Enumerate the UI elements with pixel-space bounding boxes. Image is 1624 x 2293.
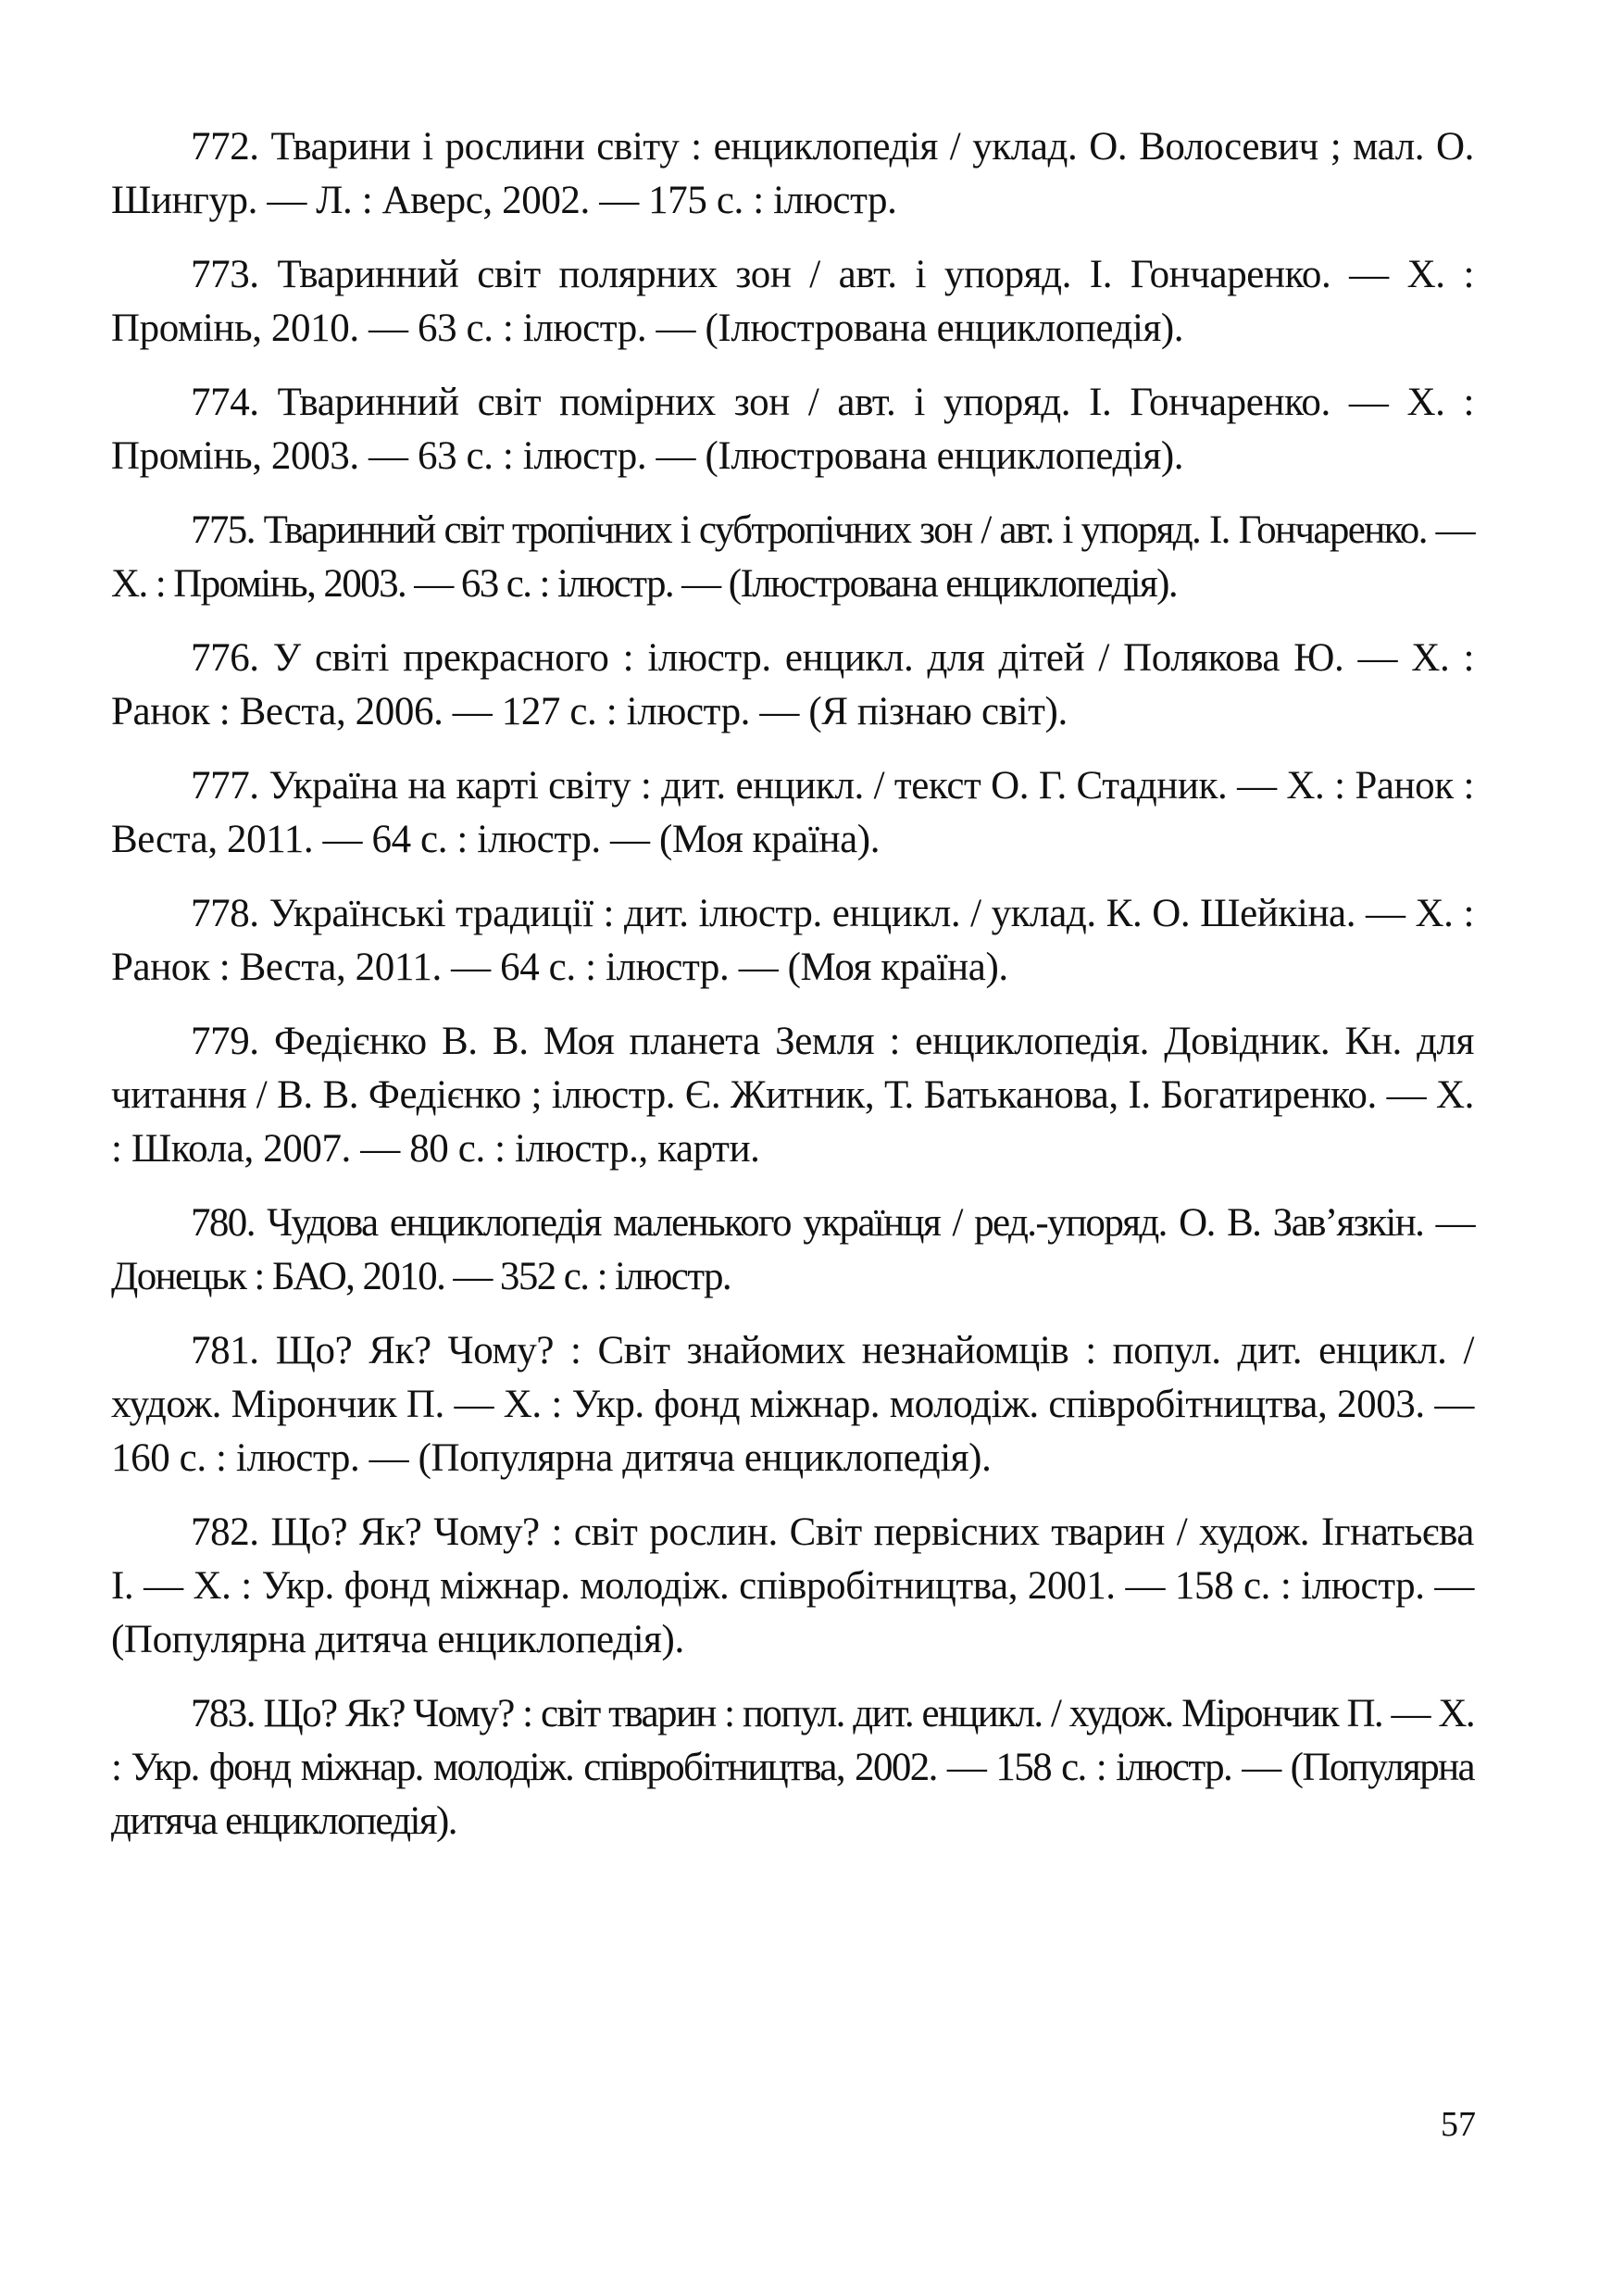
bibliography-list [111, 120, 1474, 1869]
entry-783: 783. Що? Як? Чому? : світ тварин : попул. дит. енцикл. / худож. Мірончик П. — Х. : Укр. фонд міжнар. молодіж. співробітництва, 2002. — 158 с. : ілюстр. — (Популярна дитяча енциклопедія). [111, 1692, 1474, 1843]
entry-780: 780. Чудова енциклопедія маленького українця / ред.-упоряд. О. В. Зав’язкін. — Донецьк : БАО, 2010. — 352 с. : ілюстр. [111, 1201, 1474, 1298]
entry-777: 777. Україна на карті світу : дит. енцикл. / текст О. Г. Стадник. — Х. : Ранок : Веста, 2011. — 64 с. : ілюстр. — (Моя країна). [111, 764, 1474, 861]
entry-772: 772. Тварини і рослини світу : енциклопедія / уклад. О. Волосевич ; мал. О. Шингур. — Л. : Аверс, 2002. — 175 с. : ілюстр. [111, 125, 1474, 222]
entry-779: 779. Федієнко В. В. Моя планета Земля : енциклопедія. Довідник. Кн. для читання / В. В. Федієнко ; ілюстр. Є. Житник, Т. Батьканова, І. Богатиренко. — Х. : Школа, 2007. — 80 с. : ілюстр., карти. [111, 1020, 1474, 1171]
page-number: 57 [1441, 2105, 1476, 2144]
entry-778: 778. Українські традиції : дит. ілюстр. енцикл. / уклад. К. О. Шейкіна. — Х. : Ранок : Веста, 2011. — 64 с. : ілюстр. — (Моя країна). [111, 892, 1474, 989]
entry-775: 775. Тваринний світ тропічних і субтропічних зон / авт. і упоряд. І. Гончаренко. — Х. : Промінь, 2003. — 63 с. : ілюстр. — (Ілюстрована енциклопедія). [111, 508, 1474, 606]
entry-776: 776. У світі прекрасного : ілюстр. енцикл. для дітей / Полякова Ю. — Х. : Ранок : Веста, 2006. — 127 с. : ілюстр. — (Я пізнаю світ). [111, 636, 1474, 733]
entry-782: 782. Що? Як? Чому? : світ рослин. Світ первісних тварин / худож. Ігнатьєва І. — Х. : Укр. фонд міжнар. молодіж. співробітництва, 2001. — 158 с. : ілюстр. — (Популярна дитяча енциклопедія). [111, 1510, 1474, 1661]
entry-774: 774. Тваринний світ помірних зон / авт. і упоряд. І. Гончаренко. — Х. : Промінь, 2003. — 63 с. : ілюстр. — (Ілюстрована енциклопедія). [111, 381, 1474, 478]
entry-781: 781. Що? Як? Чому? : Світ знайомих незнайомців : попул. дит. енцикл. / худож. Мірончик П. — Х. : Укр. фонд міжнар. молодіж. співробітництва, 2003. — 160 с. : ілюстр. — (Популярна дитяча енциклопедія). [111, 1329, 1474, 1480]
entry-773: 773. Тваринний світ полярних зон / авт. і упоряд. І. Гончаренко. — Х. : Промінь, 2010. — 63 с. : ілюстр. — (Ілюстрована енциклопедія). [111, 253, 1474, 350]
